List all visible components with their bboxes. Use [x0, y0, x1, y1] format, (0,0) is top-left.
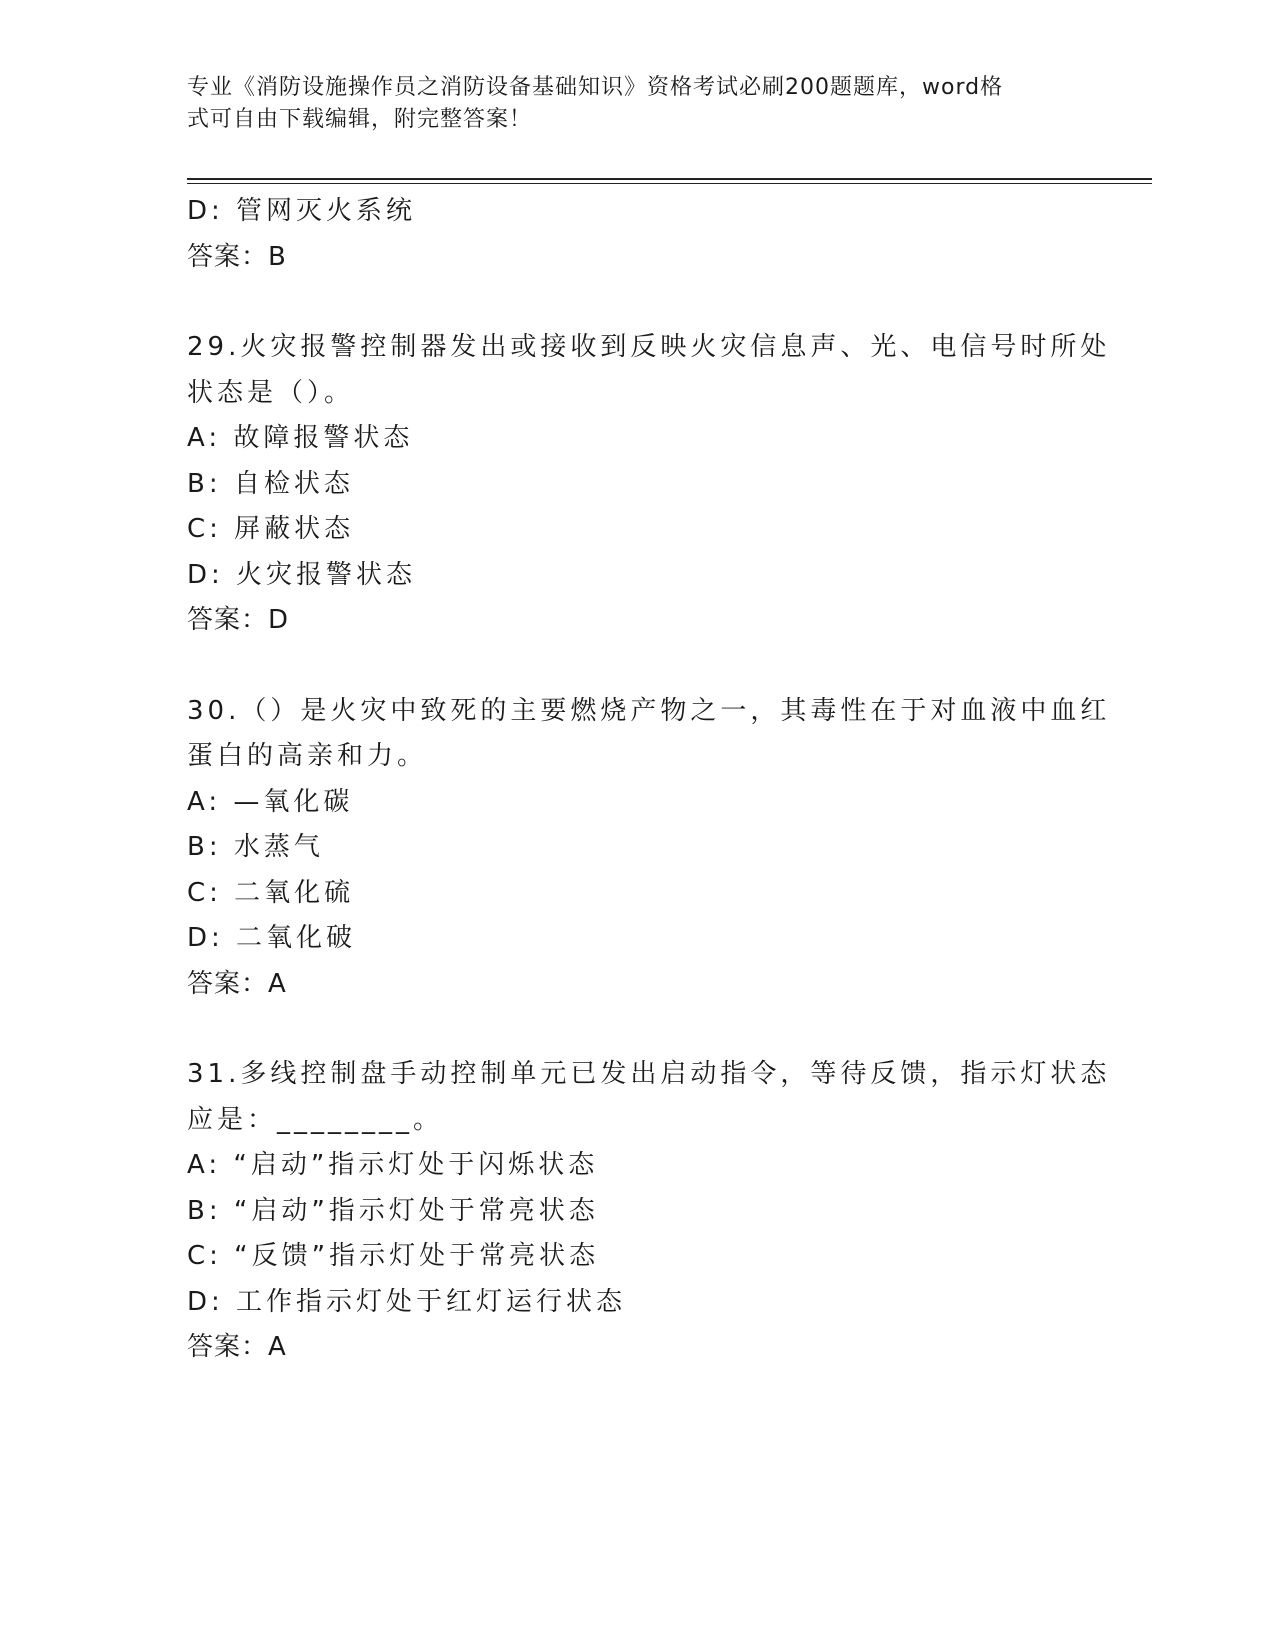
question-29	[187, 325, 1111, 644]
q29-option-d: D: 火灾报警状态	[187, 559, 417, 590]
q31-answer: 答案：A	[187, 1332, 287, 1362]
spacer	[187, 644, 1087, 689]
question-28	[187, 189, 1087, 280]
q29-option-b: B: 自检状态	[187, 468, 354, 499]
question-31	[187, 1052, 1111, 1371]
q28-answer: 答案：B	[187, 241, 287, 272]
q30-option-a: A: —氧化碳	[187, 786, 354, 817]
question-list	[187, 189, 1111, 1371]
q30-answer: 答案：A	[187, 968, 287, 999]
q29-stem-line-1: 29.火灾报警控制器发出或接收到反映火灾信息声、光、电信号时所处	[187, 332, 1111, 362]
q31-option-b: B: “启动”指示灯处于常亮状态	[187, 1195, 599, 1226]
q31-stem-line-1: 31.多线控制盘手动控制单元已发出启动指令，等待反馈，指示灯状态	[187, 1059, 1111, 1089]
header-line-1: 专业《消防设施操作员之消防设备基础知识》资格考试必刷200题题库，word格	[187, 75, 1004, 100]
question-30	[187, 689, 1111, 1008]
spacer	[187, 280, 1087, 325]
q30-option-c: C: 二氧化硫	[187, 877, 355, 908]
q29-answer: 答案：D	[187, 605, 290, 635]
q29-stem-line-2: 状态是（）。	[187, 377, 355, 408]
header-divider-thick	[187, 178, 1152, 180]
header-line-2: 式可自由下载编辑，附完整答案！	[187, 107, 533, 132]
q31-option-d: D: 工作指示灯处于红灯运行状态	[187, 1286, 627, 1317]
header-divider-thin	[187, 183, 1152, 184]
q31-option-c: C: “反馈”指示灯处于常亮状态	[187, 1241, 600, 1271]
document-header	[187, 72, 1067, 136]
q30-option-b: B: 水蒸气	[187, 832, 324, 862]
q30-stem-line-1: 30.（）是火灾中致死的主要燃烧产物之一，其毒性在于对血液中血红	[187, 695, 1111, 726]
q29-option-a: A: 故障报警状态	[187, 423, 414, 453]
q31-stem-line-2: 应是：________。	[187, 1104, 444, 1135]
q30-stem-line-2: 蛋白的高亲和力。	[187, 741, 428, 771]
q30-option-d: D: 二氧化破	[187, 923, 357, 953]
spacer	[187, 1007, 1087, 1052]
q31-option-a: A: “启动”指示灯处于闪烁状态	[187, 1150, 599, 1180]
q29-option-c: C: 屏蔽状态	[187, 514, 355, 544]
q28-option-d: D: 管网灭火系统	[187, 196, 417, 226]
